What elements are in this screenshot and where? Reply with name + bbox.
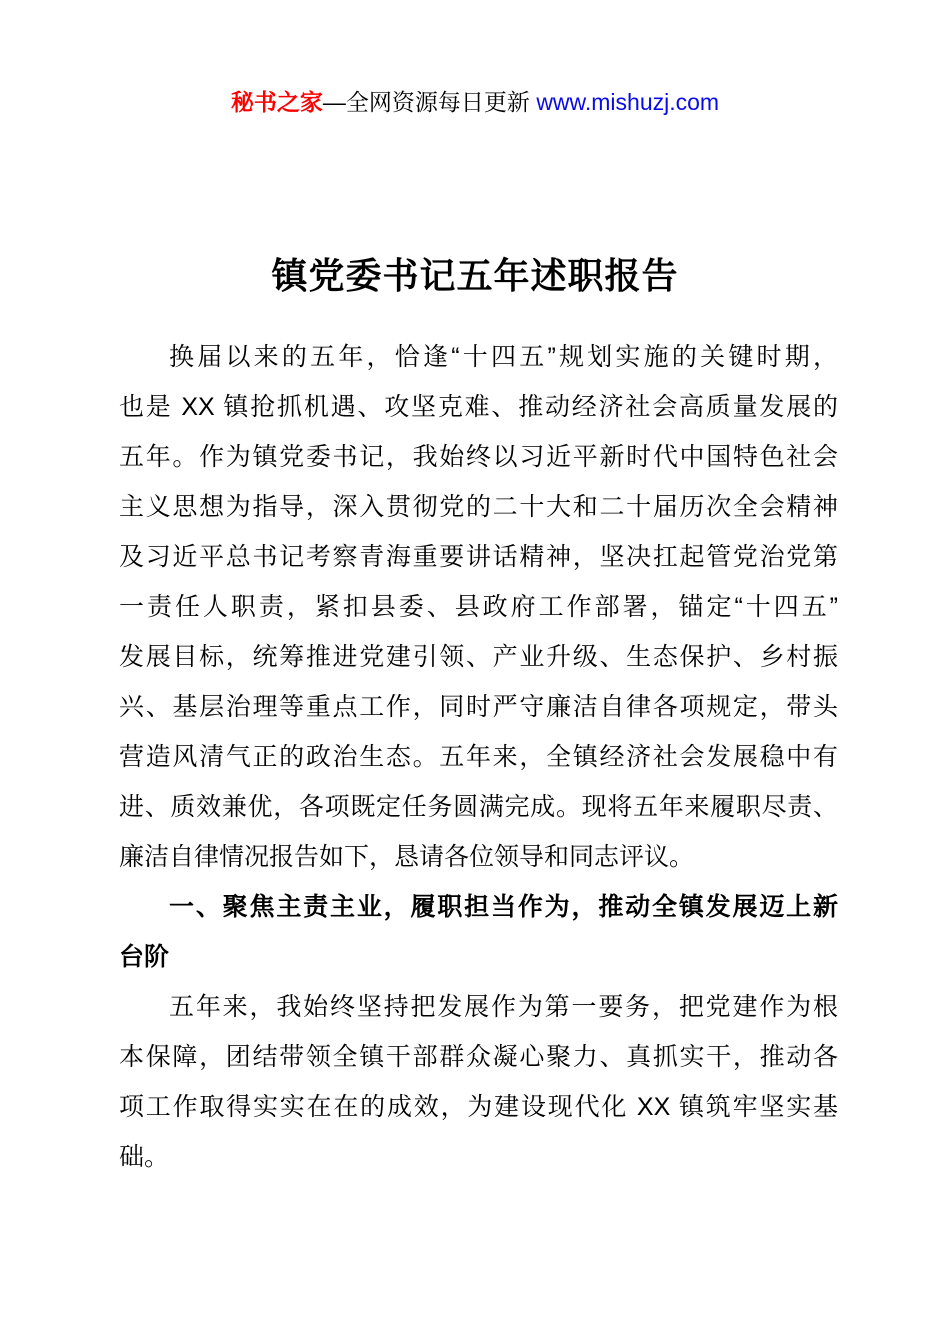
body-text-line: 也是 XX 镇抢抓机遇、攻坚克难、推动经济社会高质量发展的 xyxy=(119,393,838,421)
brand-name: 秘书之家 xyxy=(230,89,323,115)
body-text-line: 进、质效兼优，各项既定任务圆满完成。现将五年来履职尽责、 xyxy=(119,793,838,821)
body-text-line: 一责任人职责，紧扣县委、县政府工作部署，锚定“十四五” xyxy=(119,593,838,621)
header-tagline: —全网资源每日更新 xyxy=(322,89,537,115)
heading-line: 台阶 xyxy=(119,943,170,971)
body-text-line: 营造风清气正的政治生态。五年来，全镇经济社会发展稳中有 xyxy=(119,743,838,771)
body-text-line: 项工作取得实实在在的成效，为建设现代化 XX 镇筑牢坚实基 xyxy=(119,1093,838,1121)
site-url-link[interactable]: www.mishuzj.com xyxy=(536,89,720,115)
body-text-line: 兴、基层治理等重点工作，同时严守廉洁自律各项规定，带头 xyxy=(119,693,838,721)
document-body xyxy=(119,332,838,1182)
body-text-line: 五年来，我始终坚持把发展作为第一要务，把党建作为根 xyxy=(169,993,838,1021)
body-text-line: 发展目标，统筹推进党建引领、产业升级、生态保护、乡村振 xyxy=(119,643,838,671)
body-text-line: 及习近平总书记考察青海重要讲话精神，坚决扛起管党治党第 xyxy=(119,543,838,571)
body-text-line: 主义思想为指导，深入贯彻党的二十大和二十届历次全会精神 xyxy=(119,493,838,521)
site-watermark-header xyxy=(0,84,950,120)
body-text-line: 五年。作为镇党委书记，我始终以习近平新时代中国特色社会 xyxy=(119,443,838,471)
heading-line: 一、聚焦主责主业，履职担当作为，推动全镇发展迈上新 xyxy=(169,893,838,921)
body-text-line: 本保障，团结带领全镇干部群众凝心聚力、真抓实干，推动各 xyxy=(119,1043,838,1071)
body-text-line: 础。 xyxy=(119,1143,170,1171)
body-text-line: 廉洁自律情况报告如下，恳请各位领导和同志评议。 xyxy=(119,843,695,871)
body-text-line: 换届以来的五年，恰逢“十四五”规划实施的关键时期， xyxy=(169,343,838,371)
document-title: 镇党委书记五年述职报告 xyxy=(271,255,679,297)
